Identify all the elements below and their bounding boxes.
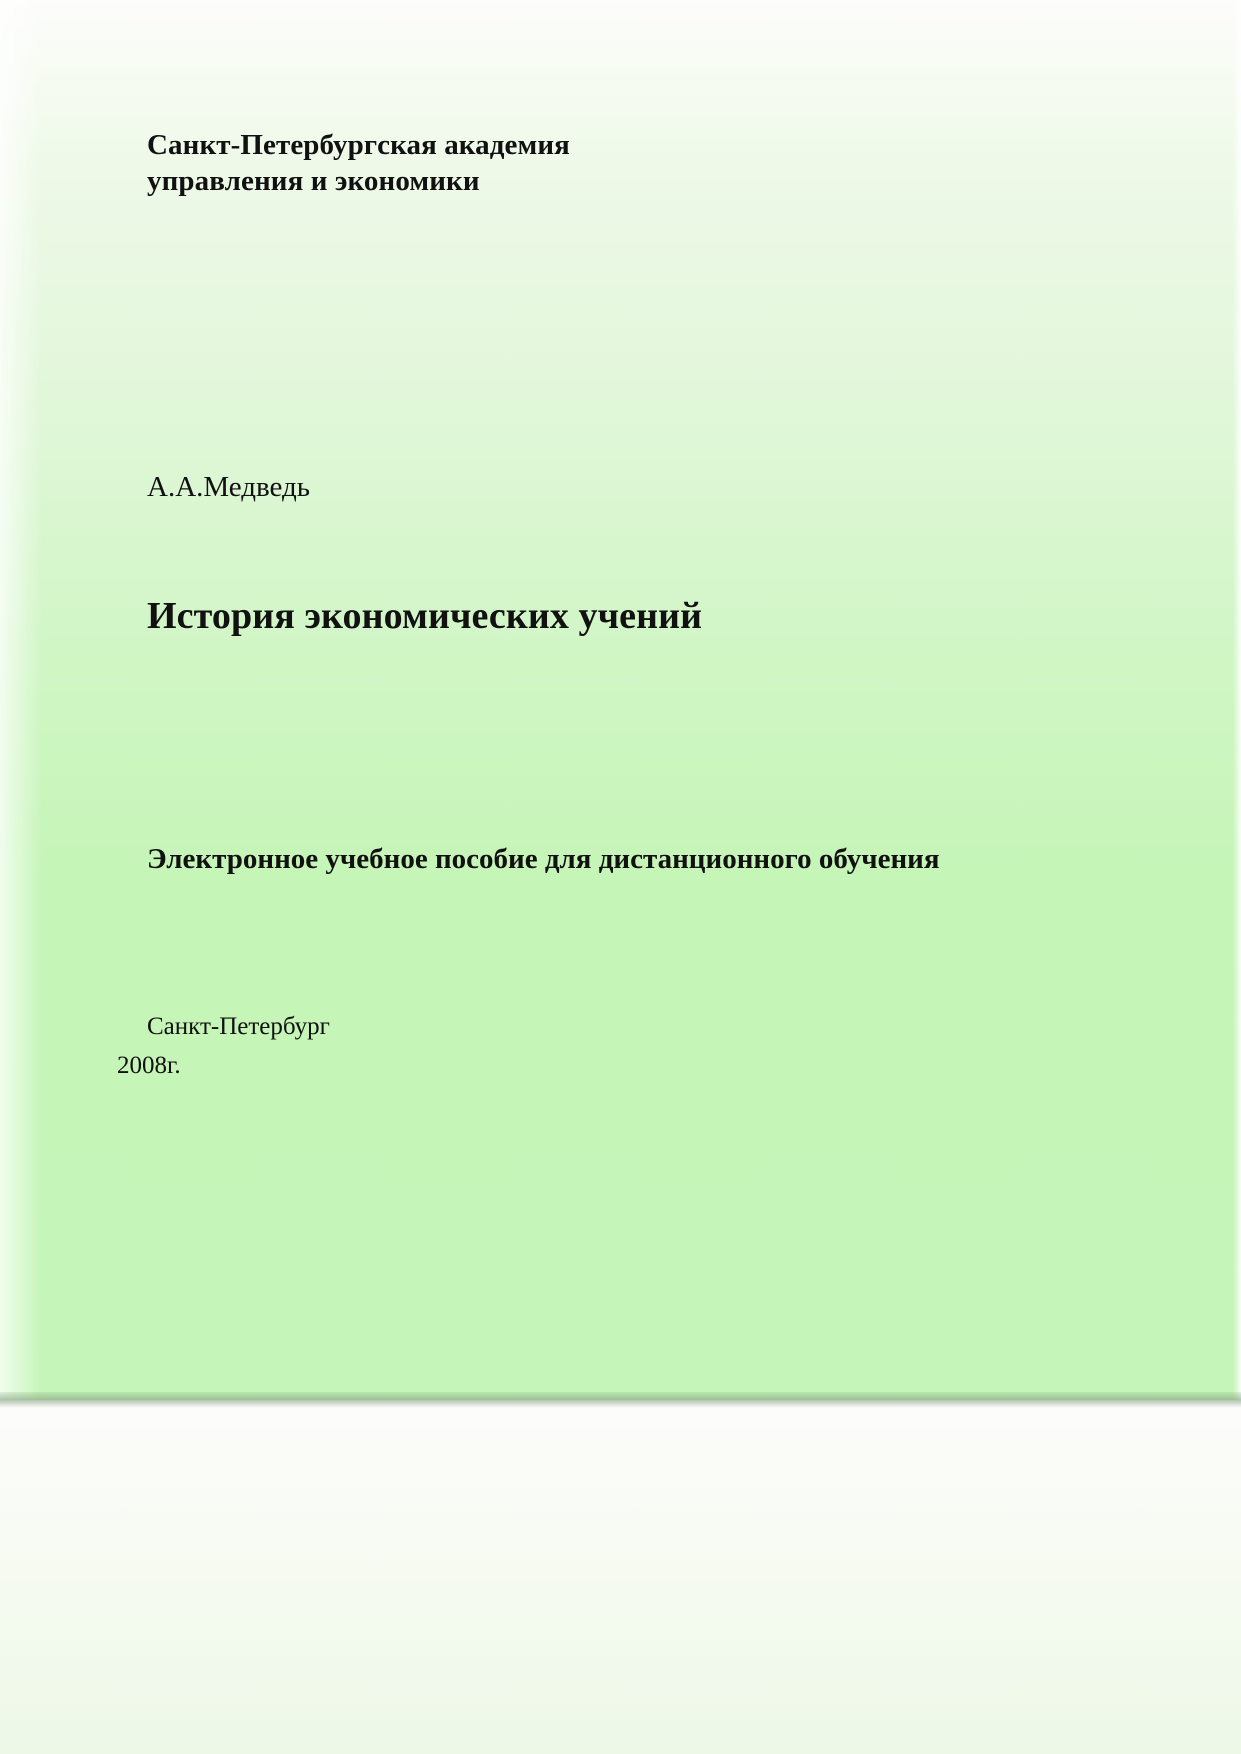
institution-name [147,127,570,199]
document-title: История экономических учений [147,595,703,637]
lower-page-area [0,1408,1241,1754]
publication-year: 2008г. [117,1052,181,1079]
publication-city: Санкт-Петербург [147,1013,330,1040]
author-name: А.А.Медведь [147,471,311,503]
institution-line-2: управления и экономики [147,165,480,197]
document-subtitle: Электронное учебное пособие для дистанционного обучения [147,843,940,875]
institution-line-1: Санкт-Петербургская академия [147,129,570,161]
cover-bottom-shadow [0,1392,1241,1408]
